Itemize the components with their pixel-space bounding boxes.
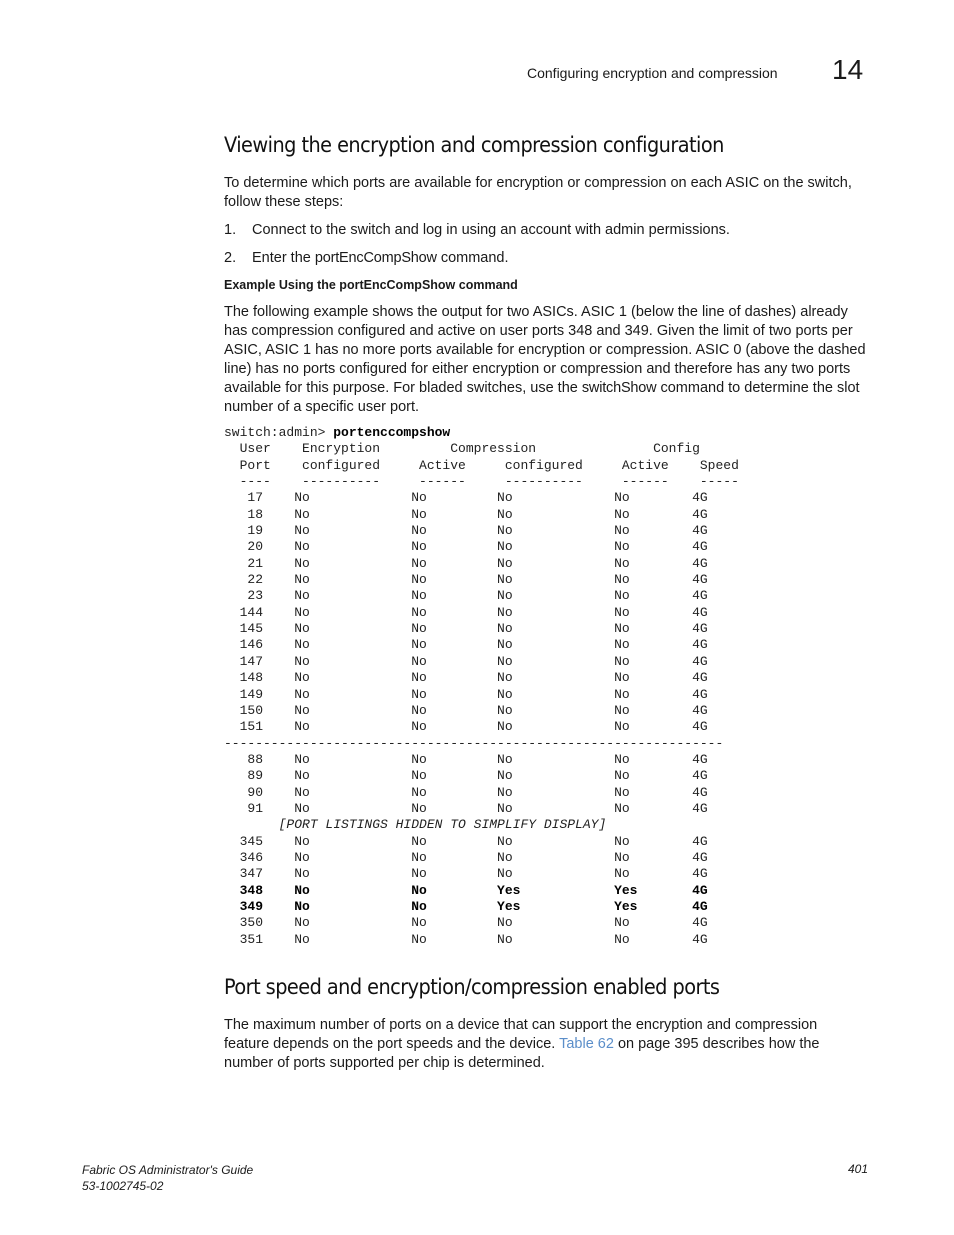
- table-row: 144 No No No No 4G: [224, 604, 708, 620]
- step-text: Connect to the switch and log in using an account with admin permissions.: [252, 222, 730, 238]
- table-row: 18 No No No No 4G: [224, 506, 708, 522]
- table-row: 346 No No No No 4G: [224, 849, 708, 865]
- table-row: 349 No No Yes Yes 4G: [224, 898, 708, 914]
- table-row: 19 No No No No 4G: [224, 523, 708, 539]
- table-row: 345 No No No No 4G: [224, 833, 708, 849]
- terminal-prompt-line: [224, 425, 739, 441]
- table-row: 348 No No Yes Yes 4G: [224, 882, 708, 898]
- terminal-command: portenccompshow: [333, 425, 451, 440]
- table-row: 17 No No No No 4G: [224, 490, 708, 506]
- table-row: 89 No No No No 4G: [224, 768, 708, 784]
- step-2: [224, 249, 509, 268]
- step-number: 2.: [224, 250, 237, 266]
- step-number: 1.: [224, 222, 237, 238]
- step-text-before: Enter the: [252, 250, 315, 266]
- section-heading-viewing: Viewing the encryption and compression configuration: [224, 133, 724, 157]
- terminal-header-line: User Encryption Compression Config: [224, 441, 700, 457]
- running-header-title: Configuring encryption and compression: [527, 65, 778, 81]
- table-row: 150 No No No No 4G: [224, 702, 708, 718]
- port-speed-paragraph: [224, 1016, 849, 1073]
- table-row: 145 No No No No 4G: [224, 621, 708, 637]
- example-text-after: command to determine the slot number of a specific user port.: [224, 380, 860, 415]
- table-row: 23 No No No No 4G: [224, 588, 708, 604]
- terminal-prompt: switch:admin>: [224, 425, 334, 440]
- example-heading: Example Using the portEncCompShow command: [224, 278, 518, 292]
- intro-paragraph: To determine which ports are available for encryption or compression on each ASIC on the switch, follow these steps:: [224, 175, 852, 210]
- table-62-link[interactable]: Table 62: [559, 1036, 614, 1052]
- paragraph-text-after: on page 395 describes how the number of ports supported per chip is determined.: [224, 1036, 820, 1071]
- table-row: 21 No No No No 4G: [224, 555, 708, 571]
- terminal-header-line: ---- ---------- ------ ---------- ------ -----: [224, 474, 739, 490]
- table-row: 20 No No No No 4G: [224, 539, 708, 555]
- page-number: 401: [848, 1162, 869, 1176]
- step-text-after: command.: [436, 250, 509, 266]
- table-row: 351 No No No No 4G: [224, 931, 708, 947]
- footer-left: [82, 1162, 253, 1194]
- terminal-output: [224, 425, 739, 948]
- table-row: 146 No No No No 4G: [224, 637, 708, 653]
- command-name: portEncCompShow: [314, 250, 437, 266]
- table-row: 22 No No No No 4G: [224, 572, 708, 588]
- guide-title: Fabric OS Administrator's Guide: [82, 1163, 254, 1177]
- table-row: 151 No No No No 4G: [224, 719, 708, 735]
- table-row: 350 No No No No 4G: [224, 915, 708, 931]
- table-row: 88 No No No No 4G: [224, 751, 708, 767]
- asic-separator: ----------------------------------------------------------------: [224, 735, 724, 751]
- example-text-before: The following example shows the output for two ASICs. ASIC 1 (below the line of dashes) already has compression configured and active on user ports 348 and 349. Given the limit of two ports per ASIC, ASIC 1 has no more ports available for encryption or compression. ASIC 0 (above the dashed line) has no ports configured for either encryption or compression and therefore has any two ports available for this purpose. For bladed switches, use the: [224, 304, 866, 396]
- table-row: 347 No No No No 4G: [224, 866, 708, 882]
- document-number: 53-1002745-02: [82, 1179, 164, 1193]
- table-row: 148 No No No No 4G: [224, 670, 708, 686]
- table-row: 91 No No No No 4G: [224, 800, 708, 816]
- chapter-number: 14: [832, 54, 864, 85]
- table-row: 149 No No No No 4G: [224, 686, 708, 702]
- step-1: [224, 221, 730, 240]
- terminal-header-line: Port configured Active configured Active Speed: [224, 457, 739, 473]
- example-paragraph: [224, 303, 874, 417]
- table-row: 90 No No No No 4G: [224, 784, 708, 800]
- table-row: 147 No No No No 4G: [224, 653, 708, 669]
- paragraph-text-before: The maximum number of ports on a device that can support the encryption and compression feature depends on the port speeds and the device.: [224, 1017, 818, 1052]
- hidden-listing-note: [PORT LISTINGS HIDDEN TO SIMPLIFY DISPLAY]: [224, 817, 607, 833]
- command-name: switchShow: [581, 380, 657, 396]
- section-heading-port-speed: Port speed and encryption/compression enabled ports: [224, 975, 720, 999]
